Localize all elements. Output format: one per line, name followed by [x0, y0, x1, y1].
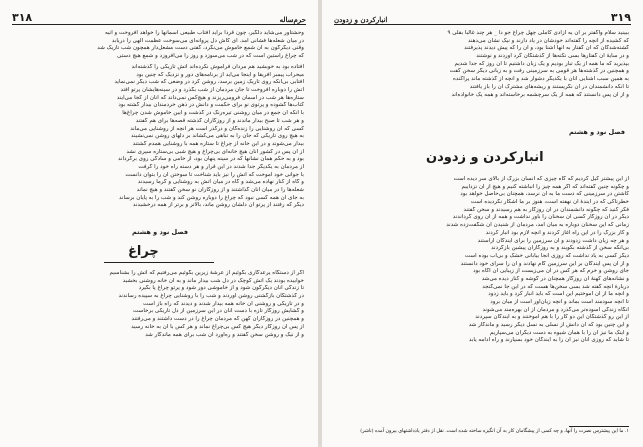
- text-line: و از نیک و روشن سخن گفتند و ره‌آورد آن شب برای همه ماندگار شد: [145, 331, 304, 338]
- right-running-title: انبارکردن و زدودن: [334, 15, 388, 24]
- left-page-number: ۳۱۸: [12, 11, 33, 24]
- text-line: گشته‌شدگان که آن گفتار به آنها آشنا بود، و آن را که پیش دیدند پذیرفتند: [464, 45, 629, 52]
- text-line: و همچنین در روزگاران کهن که مردمان چراغ را در دست داشتند و می‌رفتند: [131, 316, 304, 323]
- text-line: از این پیشتر کیل کردیم که گاه چیزی که انسان بزرگ از بالای سر دیده است: [453, 176, 629, 182]
- text-line: آتش را دوباره افروخت تا جان مردمان از شب بگذرد و در سینه‌هایشان پرتو افتد: [120, 87, 304, 94]
- text-line: که کشیده از آنچه را گفته‌اند خودشان در یاد دارند و نیک نشان می‌دهند: [467, 37, 629, 44]
- left-body-bottom: [14, 270, 304, 339]
- text-line: و اینک ما نیز آن را با همان شیوه به دست دیگران می‌سپاریم: [489, 329, 629, 336]
- right-chapter-heading: انبارکردن و زدودن: [426, 150, 544, 165]
- text-line: جای روشن و خرم که هر کس در آن می‌زیست از زیبایی آن آگاه بود: [473, 268, 629, 275]
- text-line: که چراغ راستین است که در شب می‌سوزد و روز را می‌افروزد و شمع هیچ دستی: [117, 53, 304, 60]
- text-line: و کار بزرگ را در این راه آغاز کردند و آنچه لازم بود انبار کردند: [485, 229, 629, 236]
- right-body-bottom: [336, 176, 629, 345]
- right-page: [322, 0, 643, 447]
- text-line: و در تاریکی و روشنی آن خانه همه بیدار شدند و دیدند که راه باز است: [143, 300, 304, 307]
- text-line: افتاده بود به خوبشید هم مردان فراموش نکرده‌اند آتش تاریکی را گذشته‌اند: [131, 64, 304, 70]
- text-line: و همچنین در گذشته‌ها هر قومی به سرزمینی رفت و به زبانی دیگر سخن گفت: [449, 68, 629, 75]
- text-line: اگر از دستگاه پرعدگاری بگوئیم از عرشهٔ زیرین بگوئیم می‌رفتیم که آتش را بشناسیم: [109, 270, 304, 276]
- text-line: و هر چه زیان داشت زدودند و آن سرزمین را برای آیندگان آراستند: [477, 237, 629, 244]
- left-body-top: [14, 30, 304, 61]
- text-line: ببینید سلام واگفتر بر آن یه آزادی کاملی چهل چراغ جو دا _ هر چند غالباً بقلی ۹: [447, 30, 629, 36]
- text-line: با آنکه آن جمع در میان روشنی تیره‌رنگ در گذشت و آیین خاموش شدن چراغ‌ها: [122, 110, 304, 117]
- text-line: و گشایش روزگار تازه با دست آنان در این سرزمین از دل تاریکی برخاست: [133, 308, 304, 315]
- text-line: از مردمان به یکدیگر جدا شدند در این قرار و هر دسته راه خود را گرفت: [138, 163, 304, 170]
- text-line: و چگونه چنین گفته‌اند که اگر همه چیز را انباشته کنیم و هیچ از آن نزداییم: [461, 183, 629, 190]
- text-line: و نشانه‌های کهنهٔ آن روزگار همچنان در گوشه و کنار دیده می‌شد: [481, 275, 629, 282]
- left-body-mid: [14, 64, 304, 210]
- heading-divider: [104, 262, 214, 263]
- text-line: آفتابی بی‌آنکه روی تاریک زمین برسد، روشن کرد در وضعی که شب دیگر نمی‌نماید: [114, 79, 304, 86]
- text-line: کسی که آن روشنایی را زنده‌گان و درگذر است هر آنچه از روشنایی می‌ماند: [130, 125, 304, 132]
- text-line: در میان شعله‌ها فشانی آمد. ای کاش دل پروانه‌ای می‌سوخت عظمت الهی را دریابد: [111, 37, 304, 44]
- text-line: و آنچه ما از آن آموختیم این است که باید انبار کرد و باید زدود: [488, 291, 629, 298]
- text-line: فکر کنید که چگونه دانشمندان در آن روزگار به هم رسیدند و سخن گفتند: [463, 206, 629, 213]
- text-line: کاشتن در سرزمینی که دست ما به آن نرسد، همچنان بی‌حاصل خواهد بود: [460, 191, 629, 198]
- text-line: و در سایهٔ آن گفتارها بسی نکته‌ها از گذشتگان گرد آوردند و نوشتند: [476, 53, 629, 60]
- text-line: کتاب‌ها گشوده و پرتوی نو برای حکمت و دانش در ذهن خردمندان بیدار گشته بود: [118, 102, 304, 109]
- text-line: بود و به حکم همان نشانها که در سینه پنهان بود، از خامی و سادگی روی برگرداند: [118, 156, 304, 163]
- text-line: تا آنکه دانشمندان در آن نگریستند و ریشه‌های مشترک آن را باز یافتند: [469, 83, 629, 90]
- right-body-top: [336, 30, 629, 99]
- left-running-title: حرمِ‌ساله: [279, 15, 306, 24]
- text-line: دربارهٔ آنچه گفته شد بسی سخن‌ها هست که در این جا نمی‌گنجد: [482, 283, 629, 290]
- text-line: زمانی که این سخنان دوباره به میان آمد، مردمان از شنیدن آن شگفت‌زده شدند: [446, 222, 629, 229]
- text-line: ستاره‌ها هر شب در آسمان فرومی‌ریزند و هیچ‌کس نمی‌داند که آنان از کجا می‌آیند: [116, 94, 304, 101]
- text-line: تا زندگی آنان دیگرگون شود و از خاموشی دور شود و پرتو چراغ پا بگیرد: [138, 285, 304, 292]
- text-line: وقتی دیگرگون به آن شمع خاموش می‌نگرد، گفتی دست مشعل‌دار همچون شب تاریک شد: [97, 45, 304, 52]
- right-page-number: ۳۱۹: [610, 11, 631, 24]
- text-line: با جوانی خود آموخت که آتش را نیز باید شناخت تا سوختن آن را بتوان دانست: [125, 171, 304, 178]
- text-line: خطرناکی که در آیندهٔ آن نهفته است، هنوز بر ما آشکار نگردیده است: [470, 199, 629, 206]
- text-line: آنگاه زندگی آسوده‌تر می‌گذرد و مردمان از آن بهره‌مند می‌شوند: [482, 306, 629, 313]
- text-line: از این رو گذشتگان این دو کار را با هم آموختند و به آیندگان سپردند: [475, 314, 629, 321]
- text-line: از پس آن روزگار دیگر هیچ کس بی‌چراغ نماند و هر کس با آن به خانه رسید: [131, 323, 304, 330]
- text-line: به همین سبب آشنایی آنان با یکدیگر دشوار شد و آنچه از گذشته ماند پراکنده: [452, 76, 629, 83]
- text-line: تا شاید که روزی آنان نیز آن را به آیندگان خود بسپارند و راه ادامه یابد: [468, 337, 629, 344]
- text-line: شعله‌ها را در میان آنان گذاشتند و از روزگاران نو سخن گفتند و هیچ نماند: [136, 187, 304, 193]
- text-line: تا آنچه سودمند است بماند و آنچه زیان‌آور است از میان برود: [490, 299, 629, 305]
- text-line: بپذیرید که ما همه از یک تبار بودیم و یک زبان داشتیم تا آن روز که جدا شدیم: [454, 60, 629, 67]
- text-line: خوابیده بودند یک آتش کوچک در دل شب بیدار ماند و به آن خانه روشنی بخشید: [122, 277, 304, 284]
- text-line: و این چنین بود که آن دانش از نسلی به نسل دیگر رسید و ماندگار شد: [468, 322, 629, 329]
- text-line: دیگر کسی به یاد نداشت که روزی آنجا بیابانی خشک و بی‌آب بوده است: [465, 252, 629, 259]
- text-line: میحراب پیمبر آفریقا و اینجا می‌آید از برنامه‌های دور و نزدیک که چنین بود: [136, 71, 304, 78]
- text-line: دیگر در آن روزگار کسی آن سخنان را باور نداشت و همه از آن روی گرداندند: [452, 214, 629, 221]
- text-line: دیگر که رفتند از پرتو آن دلشان روشن ماند، بالاتر و برتر از همه درخشیدند: [132, 202, 304, 209]
- left-chapter-heading: چراغ: [128, 244, 159, 259]
- text-line: به جای آن همه کسی نبود که چراغ را دوباره روشن کند و شب را به پایان برساند: [118, 194, 304, 201]
- left-section-label: فصل نود و هشتم: [132, 228, 189, 236]
- text-line: و از آن پس دانستند که همه از یک سرچشمه برخاسته‌اند و همه یک خانواده‌اند: [451, 91, 629, 98]
- left-page-header: [12, 10, 306, 25]
- text-line: از آن پس در کشور آنان هیچ خانه‌ای بی‌چراغ و هیچ شبی بی‌ستاره سپری نشد: [126, 148, 304, 155]
- text-line: و هر شب تا صبح بیدار ماندند و از روزگاران گذشته قصه‌ها برای هم گفتند: [135, 117, 304, 124]
- text-line: در گذشتگان بازگشتی روشن آوردند و شب را با روشنایی چراغ به سپیده رساندند: [118, 293, 304, 300]
- right-page-header: [334, 10, 631, 25]
- text-line: و گاه از کنار نهاده می‌شد و گاه در میان آتش به روشنایی و گرما رسیدند: [137, 179, 304, 186]
- text-line: بی‌آنکه سخن از گذشته بگویند و به روزگاران پیشین بازگردند: [491, 245, 629, 252]
- text-line: بیدار می‌شوند و در این خانه از چراغ تا ستاره همه با روشنایی همدم گشتند: [132, 140, 304, 147]
- text-line: به هیچ روی تاریکی که جان را به تباهی می‌کشاند بر دلهای روشن نمی‌نشیند: [131, 133, 304, 140]
- text-line: و از آن پس آیندگان بر این سرزمین گام نهادند و آن را سرای خود دانستند: [460, 260, 629, 267]
- footnote: ۱. ما این پیشترس نصرت را آنها، و چه کسی از پیشگامان کار به آن انگیزه ساخته شده است. نقل از دفتر یادداشتهای بیرون آمده (ناشر): [360, 429, 629, 434]
- text-line: وحشتاور می‌شاید دلگیر، چون قردا برآید آفتاب طبیعی آسمانها را خواهد افروخت و آتیه: [104, 30, 304, 36]
- footnote-divider: [569, 426, 629, 427]
- left-page: [0, 0, 319, 447]
- right-section-label: فصل نود و هشتم: [568, 128, 625, 136]
